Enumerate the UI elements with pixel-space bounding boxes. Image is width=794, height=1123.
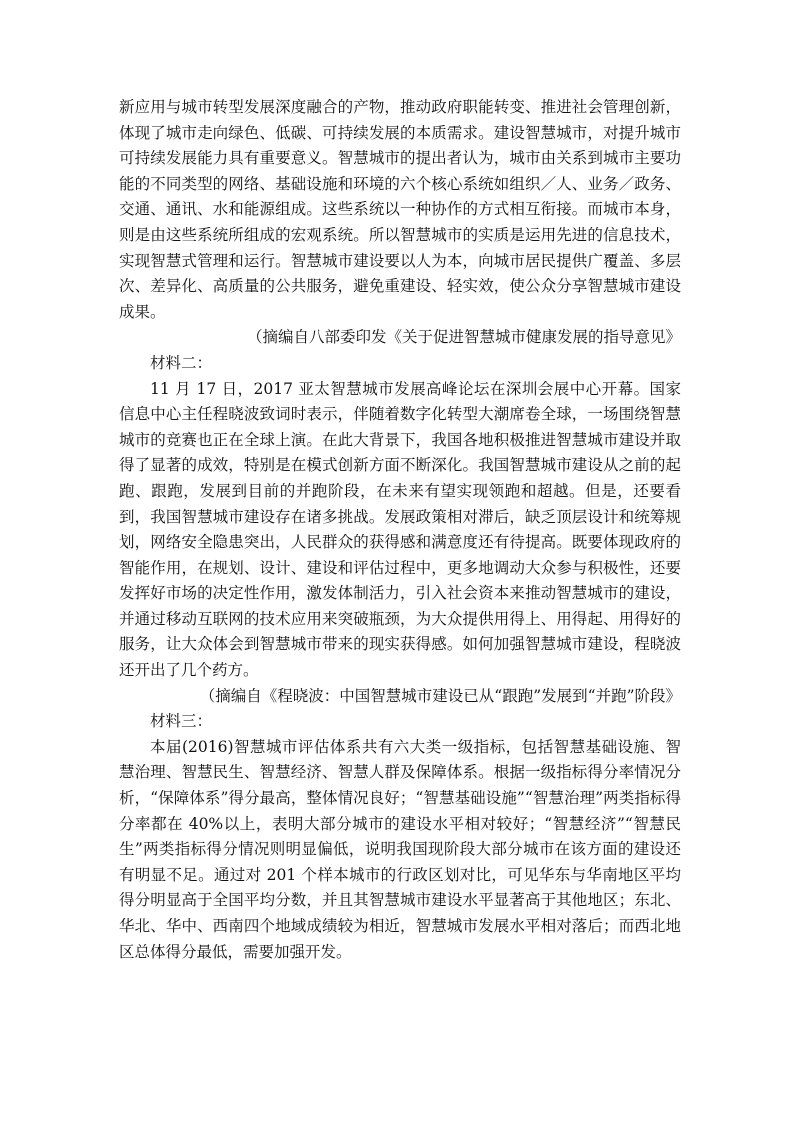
source-citation-two: （摘编自《程晓波：中国智慧城市建设已从“跟跑”发展到“并跑”阶段》 <box>199 686 681 705</box>
source-citation-one: （摘编自八部委印发《关于促进智慧城市健康发展的指导意见》 <box>246 328 681 347</box>
document-page <box>119 95 681 965</box>
paragraph-material-two: 11 月 17 日，2017 亚太智慧城市发展高峰论坛在深圳会展中心开幕。国家信息中心主任程晓波致词时表示，伴随着数字化转型大潮席卷全球，一场围绕智慧城市的竞赛也正在全球上演。在此大背景下，我国各地积极推进智慧城市建设并取得了显著的成效，特别是在模式创新方面不断深化。我国智慧城市建设从之前的起跑、跟跑，发展到目前的并跑阶段，在未来有望实现领跑和超越。但是，还要看到，我国智慧城市建设存在诸多挑战。发展政策相对滞后，缺乏顶层设计和统筹规划，网络安全隐患突出，人民群众的获得感和满意度还有待提高。既要体现政府的智能作用，在规划、设计、建设和评估过程中，更多地调动大众参与积极性，还要发挥好市场的决定性作用，激发体制活力，引入社会资本来推动智慧城市的建设，并通过移动互联网的技术应用来突破瓶颈，为大众提供用得上、用得起、用得好的服务，让大众体会到智慧城市带来的现实获得感。如何加强智慧城市建设，程晓波还开出了几个药方。 <box>119 379 681 680</box>
paragraph-material-three: 本届(2016)智慧城市评估体系共有六大类一级指标，包括智慧基础设施、智慧治理、智慧民生、智慧经济、智慧人群及保障体系。根据一级指标得分率情况分析，“保障体系”得分最高，整体情况良好；“智慧基础设施”“智慧治理”两类指标得分率都在 40%以上，表明大部分城市的建设水平相对较好；“智慧经济”“智慧民生”两类指标得分情况则明显偏低，说明我国现阶段大部分城市在该方面的建设还有明显不足。通过对 201 个样本城市的行政区划对比，可见华东与华南地区平均得分明显高于全国平均分数，并且其智慧城市建设水平显著高于其他地区；东北、华北、华中、西南四个地域成绩较为相近，智慧城市发展水平相对落后；而西北地区总体得分最低，需要加强开发。 <box>119 737 681 961</box>
paragraph-material-one-continued: 新应用与城市转型发展深度融合的产物，推动政府职能转变、推进社会管理创新，体现了城市走向绿色、低碳、可持续发展的本质需求。建设智慧城市，对提升城市可持续发展能力具有重要意义。智慧城市的提出者认为，城市由关系到城市主要功能的不同类型的网络、基础设施和环境的六个核心系统如组织／人、业务／政务、交通、通讯、水和能源组成。这些系统以一种协作的方式相互衔接。而城市本身，则是由这些系统所组成的宏观系统。所以智慧城市的实质是运用先进的信息技术，实现智慧式管理和运行。智慧城市建设要以人为本，向城市居民提供广覆盖、多层次、差异化、高质量的公共服务，避免重建设、轻实效，使公众分享智慧城市建设成果。 <box>119 98 681 321</box>
material-two-heading: 材料二： <box>150 353 213 372</box>
material-three-heading: 材料三： <box>150 712 213 731</box>
